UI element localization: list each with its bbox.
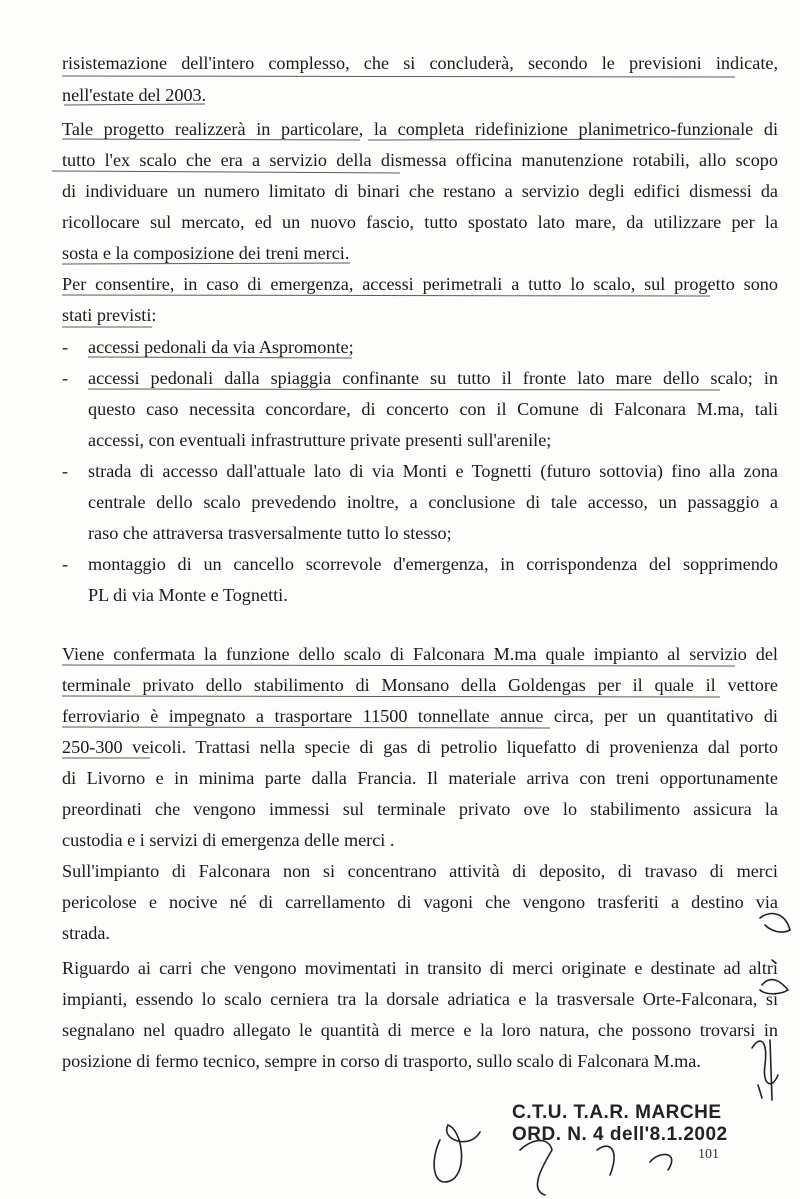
- text-line: nell'estate del 2003.: [62, 85, 207, 105]
- text-line: Tale progetto realizzerà in particolare, la completa ridefinizione planimetrico-funzionale di: [62, 119, 778, 139]
- text-line: ferroviario è impegnato a trasportare 11500 tonnellate annue circa, per un quantitativo di: [62, 706, 778, 726]
- text-line: custodia e i servizi di emergenza delle merci .: [62, 830, 395, 850]
- text-line: impianti, essendo lo scalo cerniera tra la dorsale adriatica e la trasversale Orte-Falconara, si: [62, 989, 778, 1009]
- text-line: tutto l'ex scalo che era a servizio della dismessa officina manutenzione rotabili, allo scopo: [62, 150, 778, 170]
- text-line: 250-300 veicoli. Trattasi nella specie di gas di petrolio liquefatto di provenienza dal porto: [62, 737, 778, 757]
- text-line: strada.: [62, 923, 110, 943]
- bullet-item: PL di via Monte e Tognetti.: [88, 585, 288, 605]
- bullet-item: accessi, con eventuali infrastrutture private presenti sull'arenile;: [88, 430, 552, 450]
- bullet-marker: -: [62, 554, 69, 574]
- text-line: terminale privato dello stabilimento di Monsano della Goldengas per il quale il vettore: [62, 675, 778, 695]
- text-line: sosta e la composizione dei treni merci.: [62, 243, 350, 263]
- text-line: Sull'impianto di Falconara non si concentrano attività di deposito, di travaso di merci: [62, 861, 778, 881]
- bullet-item: montaggio di un cancello scorrevole d'emergenza, in corrispondenza del sopprimendo: [88, 554, 778, 574]
- text-line: segnalano nel quadro allegato le quantità di merce e la loro natura, che possono trovarsi in: [62, 1020, 778, 1040]
- text-line: preordinati che vengono immessi sul terminale privato ove lo stabilimento assicura la: [62, 799, 778, 819]
- bullet-marker: -: [62, 461, 69, 481]
- text-line: di individuare un numero limitato di binari che restano a servizio degli edifici dismessi da: [62, 181, 778, 201]
- text-line: pericolose e nocive né di carrellamento di vagoni che vengono trasferiti a destino via: [62, 892, 778, 912]
- stamp-line: C.T.U. T.A.R. MARCHE: [512, 1102, 722, 1123]
- text-line: posizione di fermo tecnico, sempre in corso di trasporto, sullo scalo di Falconara M.ma.: [62, 1051, 701, 1071]
- page-number: 101: [698, 1147, 719, 1162]
- bullet-marker: -: [62, 368, 69, 388]
- bullet-item: questo caso necessita concordare, di concerto con il Comune di Falconara M.ma, tali: [88, 399, 778, 419]
- bullet-item: accessi pedonali da via Aspromonte;: [88, 337, 354, 357]
- text-line: stati previsti:: [62, 305, 157, 325]
- stamp-line: ORD. N. 4 dell'8.1.2002: [512, 1124, 728, 1145]
- bullet-marker: -: [62, 337, 69, 357]
- text-line: Viene confermata la funzione dello scalo di Falconara M.ma quale impianto al servizio del: [62, 644, 778, 664]
- text-line: ricollocare sul mercato, ed un nuovo fascio, tutto spostato lato mare, da utilizzare per la: [62, 212, 778, 232]
- text-line: di Livorno e in minima parte dalla Francia. Il materiale arriva con treni opportunamente: [62, 768, 778, 788]
- text-line: Per consentire, in caso di emergenza, accessi perimetrali a tutto lo scalo, sul progetto sono: [62, 274, 778, 294]
- text-line: Riguardo ai carri che vengono movimentati in transito di merci originate e destinate ad altri: [62, 958, 778, 978]
- bullet-item: accessi pedonali dalla spiaggia confinante su tutto il fronte lato mare dello scalo; in: [88, 368, 778, 388]
- bullet-item: centrale dello scalo prevedendo inoltre, a conclusione di tale accesso, un passaggio a: [88, 492, 778, 512]
- bullet-item: strada di accesso dall'attuale lato di via Monti e Tognetti (futuro sottovia) fino alla zona: [88, 461, 778, 481]
- text-line: risistemazione dell'intero complesso, che si concluderà, secondo le previsioni indicate,: [62, 53, 778, 73]
- bullet-item: raso che attraversa trasversalmente tutto lo stesso;: [88, 523, 452, 543]
